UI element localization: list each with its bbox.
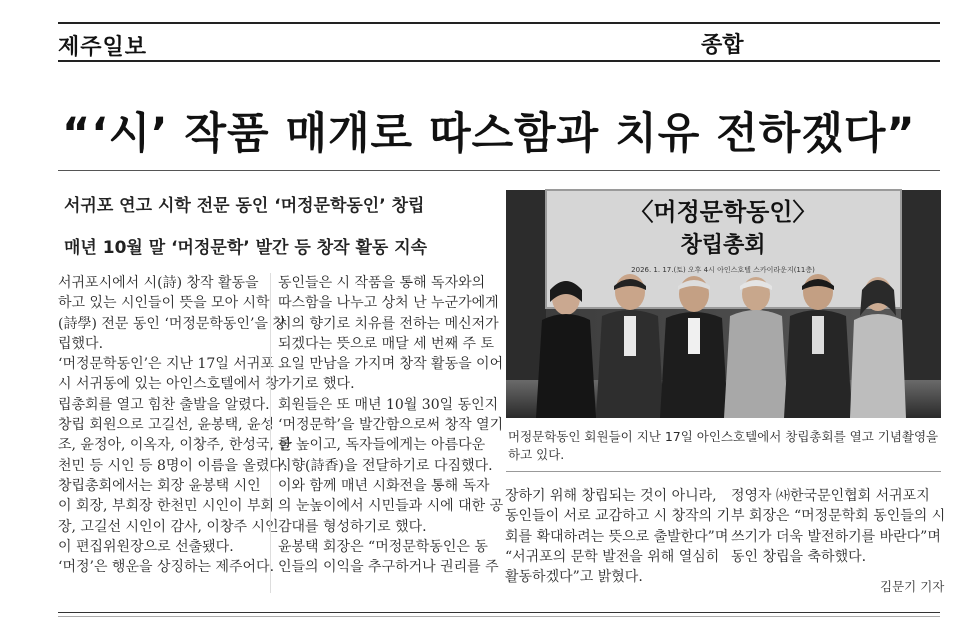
article-line: 립했다.	[58, 335, 104, 352]
article-line: 시 서귀동에 있는 아인스호텔에서 창	[58, 376, 279, 393]
article-line: 동인들은 시 작품을 통해 독자와의	[278, 275, 486, 291]
byline: 김문기 기자	[880, 579, 945, 594]
article-line: 장, 고길선 시인이 감사, 이창주 시인	[58, 518, 279, 535]
article-line: ‘머정문학동인’은 지난 17일 서귀포	[58, 356, 274, 373]
article-line: 의 눈높이에서 시민들과 시에 대한 공	[278, 498, 504, 515]
headline-divider	[58, 170, 940, 171]
article-line: 동인들이 서로 교감하고 시 창작의 기	[505, 508, 731, 525]
article-line: 따스함을 나누고 상처 난 누군가에게	[278, 295, 499, 312]
article-line: 시향(詩香)을 전달하기로 다짐했다.	[278, 457, 493, 474]
article-line: 회원들은 또 매년 10월 30일 동인지	[278, 396, 499, 413]
newspaper-name: 제주일보	[58, 35, 148, 60]
article-line: 윤봉택 회장은 “머정문학동인은 동	[278, 538, 488, 555]
article-line: 동인 창립을 축하했다.	[731, 548, 867, 565]
article-column-3	[505, 486, 731, 587]
article-line: 회를 확대하려는 뜻으로 출발한다”며	[505, 528, 729, 545]
article-line: 부 회장은 “머정문학회 동인들의 시	[731, 508, 946, 525]
article-line: 되겠다는 뜻으로 매달 세 번째 주 토	[278, 335, 495, 352]
photo-caption: 머정문학동인 회원들이 지난 17일 아인스호텔에서 창립총회를 열고 기념촬영을 하고 있다.	[508, 429, 939, 462]
article-line: 를 높이고, 독자들에게는 아름다운	[278, 437, 486, 454]
article-line: 활동하겠다”고 밝혔다.	[505, 569, 643, 586]
article-line: 조, 윤정아, 이옥자, 이창주, 한성국, 한	[58, 437, 292, 454]
article-line: 쓰기가 더욱 발전하기를 바란다”며	[731, 528, 941, 545]
article-line: 이와 함께 매년 시화전을 통해 독자	[278, 477, 490, 494]
banner-subtitle: 창립총회	[680, 233, 766, 258]
banner-title: 〈머정문학동인〉	[629, 198, 817, 226]
subheadline-1: 서귀포 연고 시학 전문 동인 ‘머정문학동인’ 창립	[64, 196, 425, 216]
column-divider	[270, 273, 271, 593]
article-line: 요일 만남을 가지며 창작 활동을 이어	[278, 356, 504, 373]
group-photo	[506, 190, 941, 418]
article-line: “서귀포의 문학 발전을 위해 열심히	[505, 548, 720, 565]
caption-divider	[506, 471, 941, 472]
article-column-4	[731, 486, 946, 567]
banner-details: 2026. 1. 17.(토) 오후 4시 아인스호텔 스카이라운지(11층)	[631, 266, 815, 274]
article-line: 하고 있는 시인들이 뜻을 모아 시학	[58, 295, 270, 312]
bottom-divider-secondary	[58, 616, 940, 617]
headline: “‘시’ 작품 매개로 따스함과 치유 전하겠다”	[62, 109, 916, 159]
article-line: 장하기 위해 창립되는 것이 아니라,	[505, 488, 717, 504]
article-column-2	[278, 273, 504, 577]
article-line: 이 편집위원장으로 선출됐다.	[58, 538, 234, 555]
article-line: 시의 향기로 치유를 전하는 메신저가	[278, 315, 499, 332]
article-line: 이 회장, 부회장 한천민 시인이 부회	[58, 498, 275, 515]
article-line: (詩學) 전문 동인 ‘머정문학동인’을 창	[58, 315, 286, 332]
article-line: 정영자 ㈔한국문인협회 서귀포지	[731, 488, 930, 504]
article-line: 창립 회원으로 고길선, 윤봉택, 윤성	[58, 417, 275, 434]
article-line: 인들의 이익을 추구하거나 권리를 주	[278, 559, 499, 576]
article-line: 감대를 형성하기로 했다.	[278, 518, 427, 535]
article-line: 립총회를 열고 힘찬 출발을 알렸다.	[58, 396, 270, 413]
article-line: 창립총회에서는 회장 윤봉택 시인	[58, 477, 261, 494]
subheadline-2: 매년 10월 말 ‘머정문학’ 발간 등 창작 활동 지속	[64, 238, 428, 258]
article-column-1	[58, 273, 292, 577]
newspaper-header	[58, 22, 940, 62]
article-line: ‘머정’은 행운을 상징하는 제주어다.	[58, 559, 275, 576]
article-line: 가기로 했다.	[278, 376, 355, 393]
article-line: ‘머정문학’을 발간함으로써 창작 열기	[278, 417, 504, 434]
section-name: 종합	[701, 33, 744, 58]
article-line: 천민 등 시인 등 8명이 이름을 올렸다.	[58, 457, 288, 474]
article-line: 서귀포시에서 시(詩) 창작 활동을	[58, 275, 259, 291]
bottom-divider	[58, 612, 940, 613]
